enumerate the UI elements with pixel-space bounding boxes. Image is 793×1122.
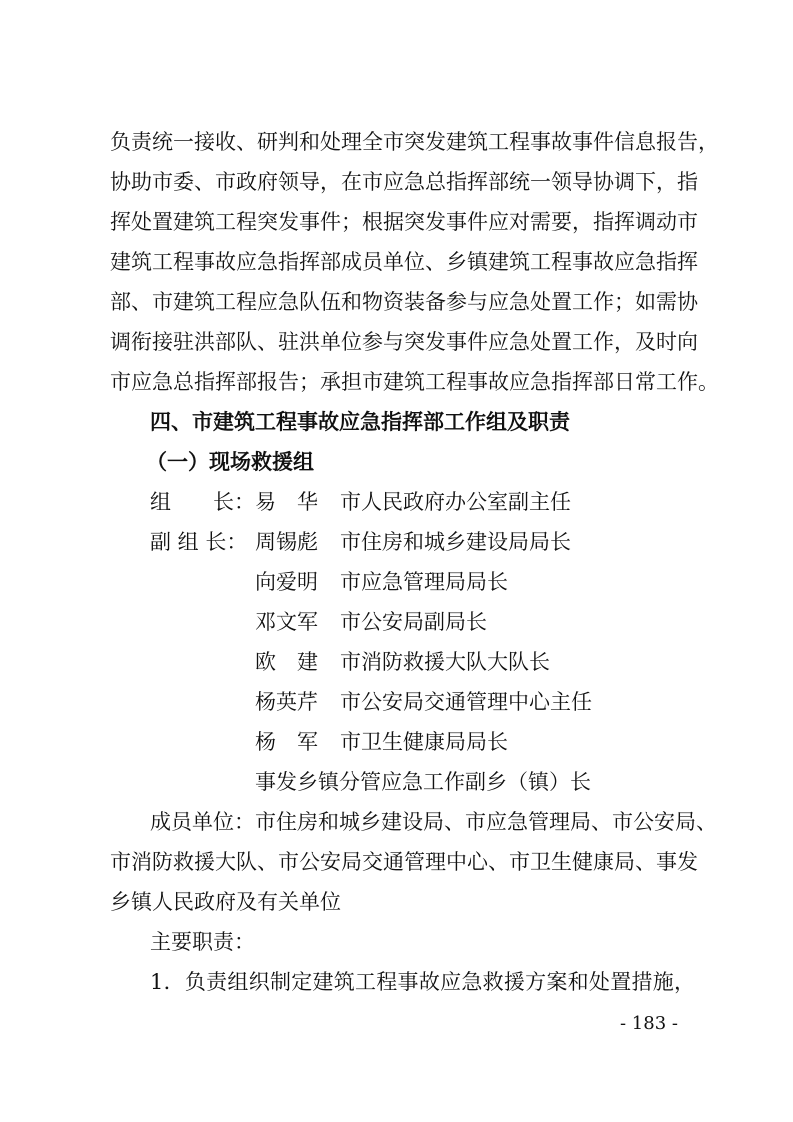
duties-label: 主要职责： xyxy=(150,930,255,954)
team-role: 副 组 长： xyxy=(150,530,248,554)
page-number: - 183 - xyxy=(620,1013,678,1034)
team-name: 杨 军 xyxy=(255,730,318,754)
paragraph-line: 部、市建筑工程应急队伍和物资装备参与应急处置工作；如需协 xyxy=(110,290,698,314)
team-name: 易 华 xyxy=(255,490,318,514)
team-title: 市住房和城乡建设局局长 xyxy=(340,530,571,554)
team-name: 欧 建 xyxy=(255,650,318,674)
team-row xyxy=(0,682,793,722)
duty-item-1: 1．负责组织制定建筑工程事故应急救援方案和处置措施， xyxy=(150,970,695,994)
team-row xyxy=(0,722,793,762)
team-title: 市卫生健康局局长 xyxy=(340,730,508,754)
team-role: 组 长： xyxy=(150,490,255,514)
paragraph-line: 市应急总指挥部报告；承担市建筑工程事故应急指挥部日常工作。 xyxy=(110,370,719,394)
team-name: 周锡彪 xyxy=(255,530,318,554)
team-row xyxy=(0,522,793,562)
paragraph-line: 协助市委、市政府领导，在市应急总指挥部统一领导协调下，指 xyxy=(110,170,698,194)
team-title: 市公安局交通管理中心主任 xyxy=(340,690,592,714)
team-row xyxy=(0,482,793,522)
team-name: 杨英芹 xyxy=(255,690,318,714)
team-row xyxy=(0,602,793,642)
subsection-heading: （一）现场救援组 xyxy=(146,450,314,474)
team-extra: 事发乡镇分管应急工作副乡（镇）长 xyxy=(255,770,591,794)
paragraph-line: 挥处置建筑工程突发事件；根据突发事件应对需要，指挥调动市 xyxy=(110,210,698,234)
section-heading: 四、市建筑工程事故应急指挥部工作组及职责 xyxy=(150,410,570,434)
team-row xyxy=(0,562,793,602)
paragraph-line: 调衔接驻洪部队、驻洪单位参与突发事件应急处置工作，及时向 xyxy=(110,330,698,354)
team-title: 市应急管理局局长 xyxy=(340,570,508,594)
member-units-line: 市消防救援大队、市公安局交通管理中心、市卫生健康局、事发 xyxy=(110,850,698,874)
team-row xyxy=(0,642,793,682)
paragraph-line: 负责统一接收、研判和处理全市突发建筑工程事故事件信息报告， xyxy=(110,130,719,154)
team-title: 市消防救援大队大队长 xyxy=(340,650,550,674)
team-name: 向爱明 xyxy=(255,570,318,594)
member-units-line: 乡镇人民政府及有关单位 xyxy=(110,890,341,914)
paragraph-line: 建筑工程事故应急指挥部成员单位、乡镇建筑工程事故应急指挥 xyxy=(110,250,698,274)
team-row xyxy=(0,762,793,802)
team-title: 市公安局副局长 xyxy=(340,610,487,634)
team-title: 市人民政府办公室副主任 xyxy=(340,490,571,514)
team-name: 邓文军 xyxy=(255,610,318,634)
member-units-line: 成员单位：市住房和城乡建设局、市应急管理局、市公安局、 xyxy=(150,810,717,834)
